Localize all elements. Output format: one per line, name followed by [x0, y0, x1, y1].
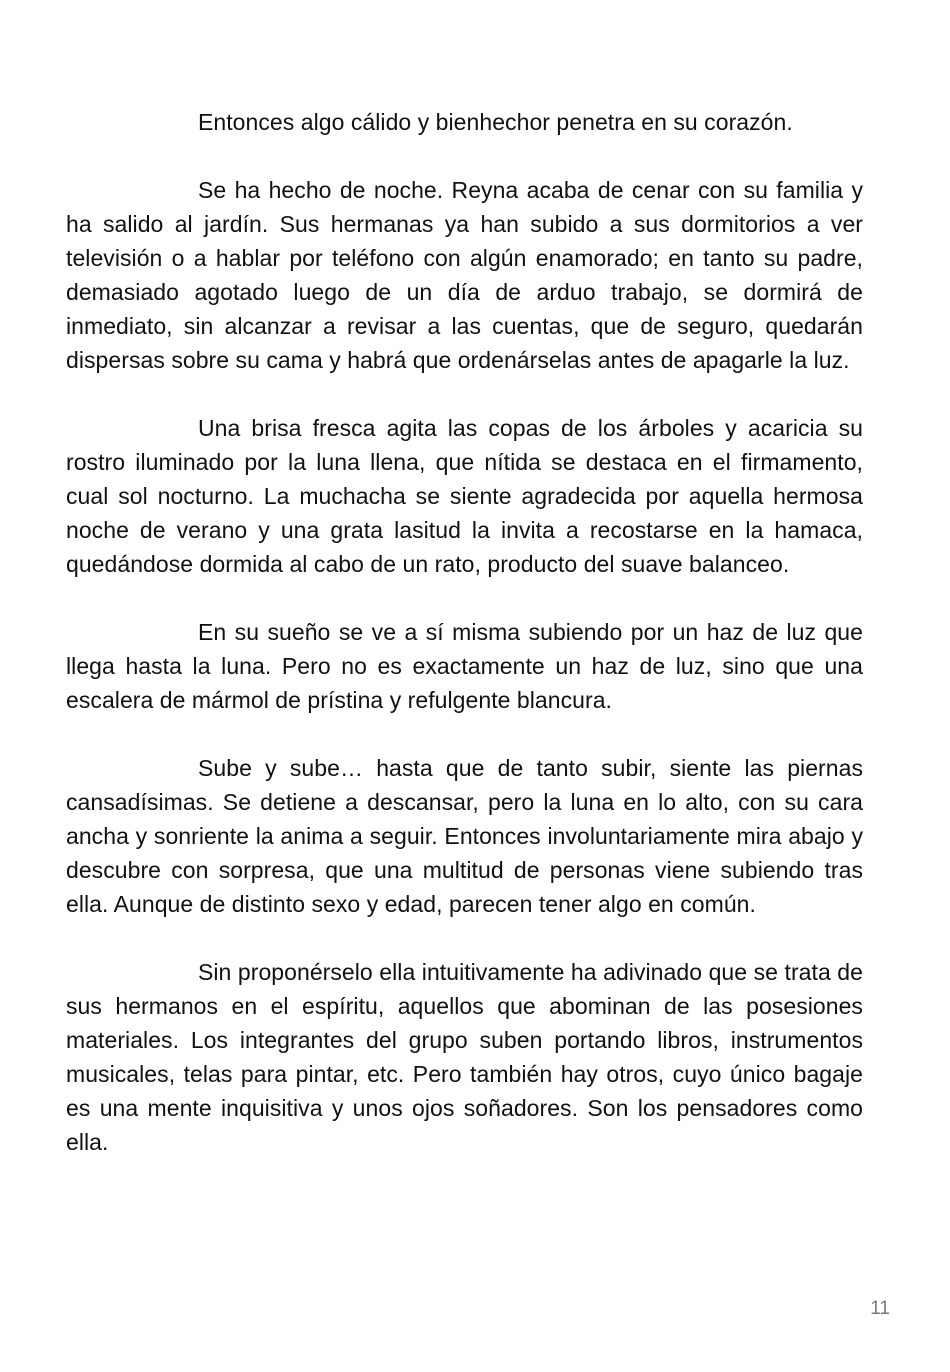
paragraph-1: Entonces algo cálido y bienhechor penetra en su corazón.: [198, 109, 793, 135]
paragraph-3: Una brisa fresca agita las copas de los árboles y acaricia su rostro iluminado por la luna llena, que nítida se destaca en el firmamento, cual sol nocturno. La muchacha se siente agradecida por aquella hermosa noche de verano y una grata lasitud la invita a recostarse en la hamaca, quedándose dormida al cabo de un rato, producto del suave balanceo.: [66, 415, 863, 577]
document-body: [66, 105, 863, 1193]
paragraph-2: Se ha hecho de noche. Reyna acaba de cenar con su familia y ha salido al jardín. Sus hermanas ya han subido a sus dormitorios a ver televisión o a hablar por teléfono con algún enamorado; en tanto su padre, demasiado agotado luego de un día de arduo trabajo, se dormirá de inmediato, sin alcanzar a revisar a las cuentas, que de seguro, quedarán dispersas sobre su cama y habrá que ordenárselas antes de apagarle la luz.: [66, 177, 863, 373]
paragraph-5: Sube y sube… hasta que de tanto subir, siente las piernas cansadísimas. Se detiene a descansar, pero la luna en lo alto, con su cara ancha y sonriente la anima a seguir. Entonces involuntariamente mira abajo y descubre con sorpresa, que una multitud de personas viene subiendo tras ella. Aunque de distinto sexo y edad, parecen tener algo en común.: [66, 755, 863, 917]
page-number: 11: [870, 1298, 890, 1319]
paragraph-6: Sin proponérselo ella intuitivamente ha adivinado que se trata de sus hermanos en el espíritu, aquellos que abominan de las posesiones materiales. Los integrantes del grupo suben portando libros, instrumentos musicales, telas para pintar, etc. Pero también hay otros, cuyo único bagaje es una mente inquisitiva y unos ojos soñadores. Son los pensadores como ella.: [66, 959, 863, 1155]
paragraph-4: En su sueño se ve a sí misma subiendo por un haz de luz que llega hasta la luna. Pero no es exactamente un haz de luz, sino que una escalera de mármol de prístina y refulgente blancura.: [66, 619, 863, 713]
